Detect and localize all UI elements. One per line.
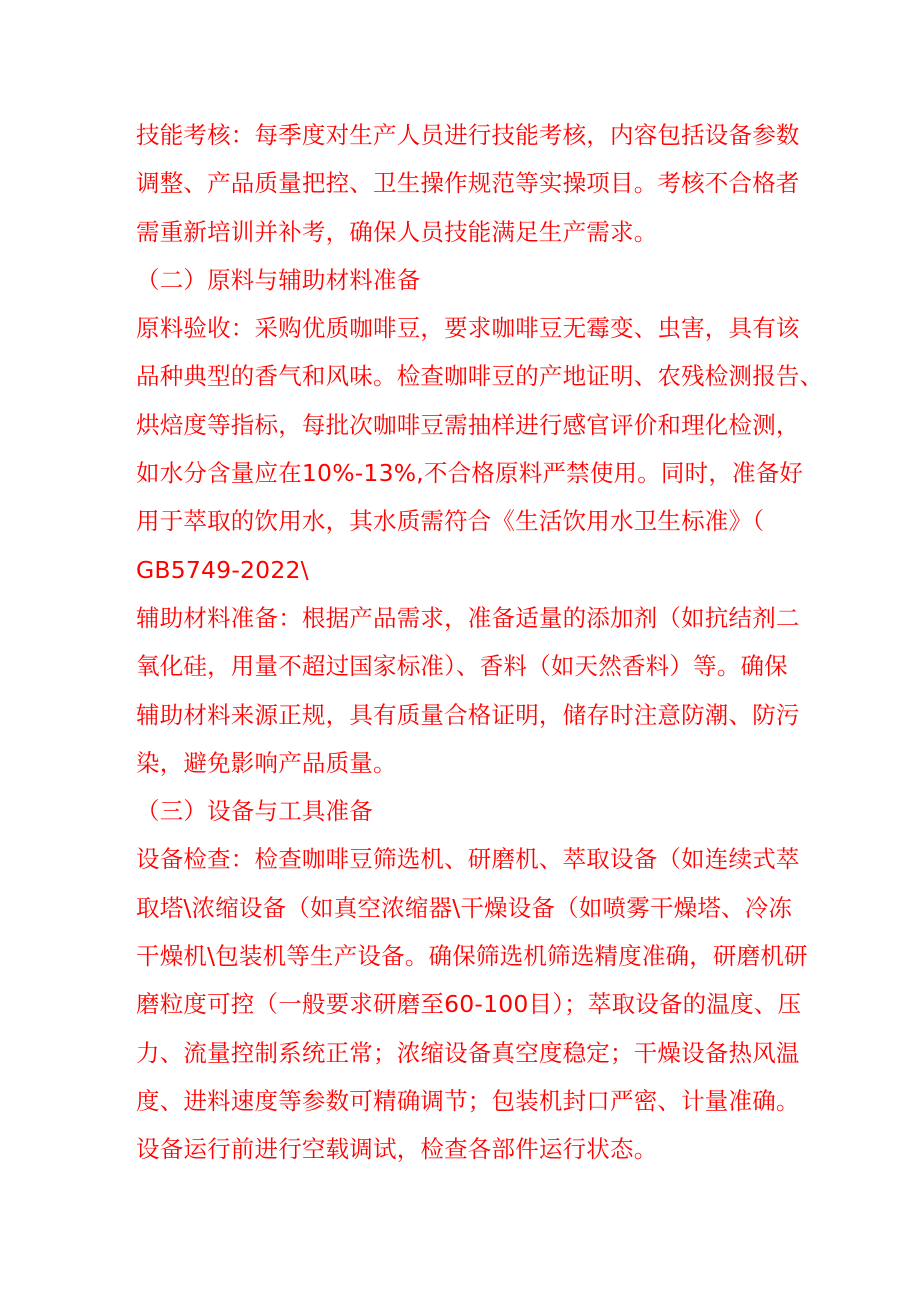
section-heading: （二）原料与辅助材料准备 <box>136 265 421 294</box>
paragraph-line: 用于萃取的饮用水，其水质需符合《生活饮用水卫生标准》（ <box>136 507 765 536</box>
paragraph-line: 辅助材料来源正规，具有质量合格证明，储存时注意防潮、防污 <box>136 700 800 729</box>
paragraph-line: 烘焙度等指标，每批次咖啡豆需抽样进行感官评价和理化检测， <box>136 410 800 439</box>
paragraph-line: 调整、产品质量把控、卫生操作规范等实操项目。考核不合格者 <box>136 169 800 198</box>
paragraph-line: 需重新培训并补考，确保人员技能满足生产需求。 <box>136 217 658 246</box>
paragraph-line: 设备检查：检查咖啡豆筛选机、研磨机、萃取设备（如连续式萃 <box>136 845 800 874</box>
paragraph-line: 如水分含量应在10%-13%,不合格原料严禁使用。同时，准备好 <box>136 459 804 488</box>
paragraph-line: 染，避免影响产品质量。 <box>136 748 397 777</box>
paragraph-line: 辅助材料准备：根据产品需求，准备适量的添加剂（如抗结剂二 <box>136 603 800 632</box>
paragraph-line: GB5749-2022\ <box>136 555 309 584</box>
paragraph-line: 原料验收：采购优质咖啡豆，要求咖啡豆无霉变、虫害，具有该 <box>136 314 800 343</box>
paragraph-line: 设备运行前进行空载调试，检查各部件运行状态。 <box>136 1135 658 1164</box>
paragraph-line: 品种典型的香气和风味。检查咖啡豆的产地证明、农残检测报告、 <box>136 362 824 391</box>
document-body <box>136 111 824 1174</box>
paragraph-line: 磨粒度可控（一般要求研磨至60-100目）；萃取设备的温度、压 <box>136 990 802 1019</box>
paragraph-line: 氧化硅，用量不超过国家标准）、香料（如天然香料）等。确保 <box>136 652 788 681</box>
section-heading: （三）设备与工具准备 <box>136 797 373 826</box>
paragraph-line: 干燥机\包装机等生产设备。确保筛选机筛选精度准确，研磨机研 <box>136 942 808 971</box>
paragraph-line: 技能考核：每季度对生产人员进行技能考核，内容包括设备参数 <box>136 121 800 149</box>
paragraph-line: 度、进料速度等参数可精确调节；包装机封口严密、计量准确。 <box>136 1086 800 1115</box>
paragraph-line: 力、流量控制系统正常；浓缩设备真空度稳定；干燥设备热风温 <box>136 1038 800 1067</box>
paragraph-line: 取塔\浓缩设备（如真空浓缩器\干燥设备（如喷雾干燥塔、冷冻 <box>136 893 793 922</box>
